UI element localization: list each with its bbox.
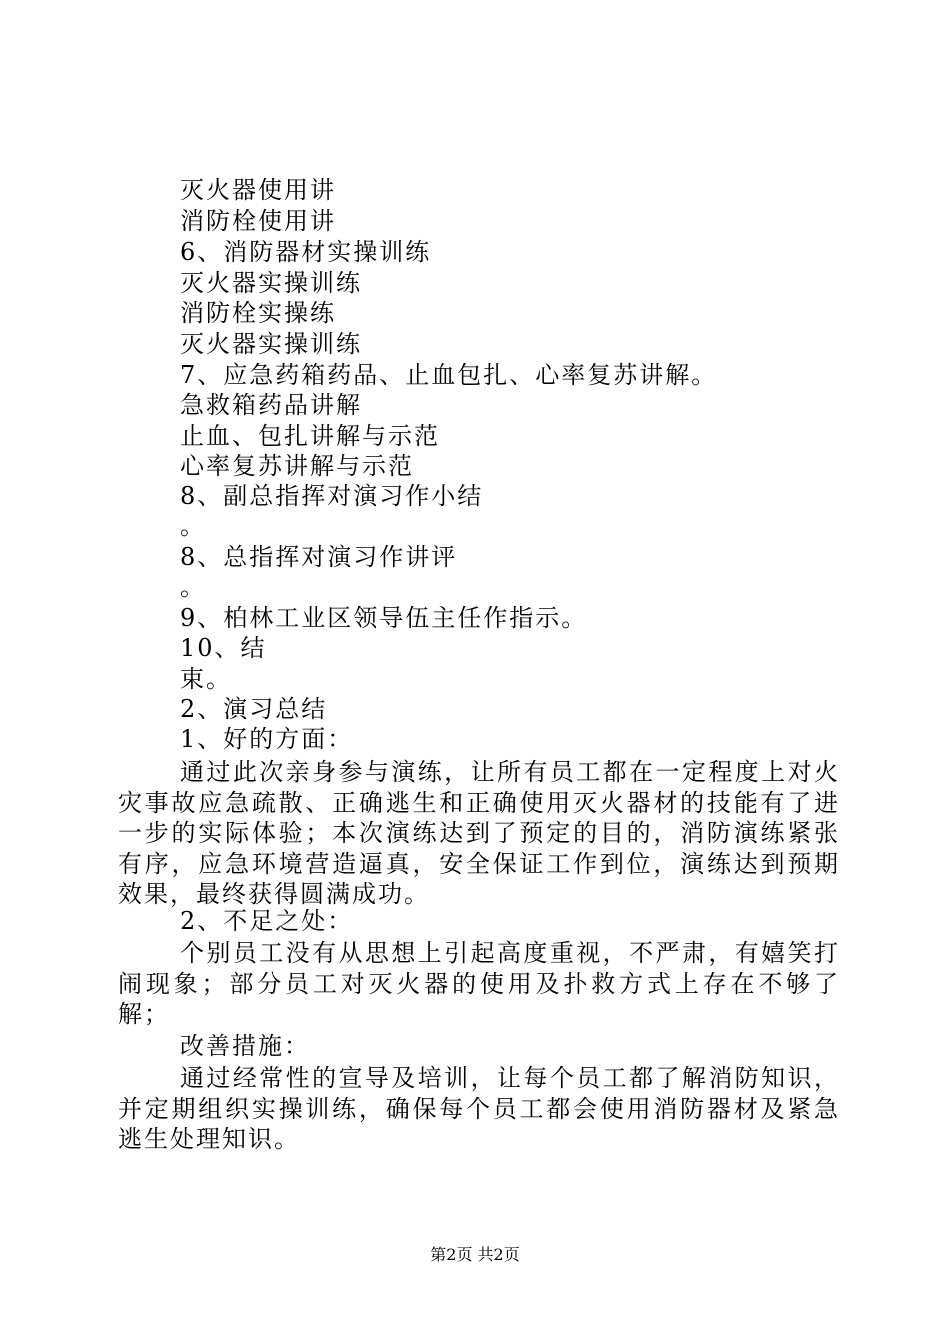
text-line: 8、总指挥对演习作讲评 — [180, 543, 458, 571]
text-line: 。 — [180, 512, 206, 540]
shortcomings-paragraph: 个别员工没有从思想上引起高度重视，不严肃，有嬉笑打闹现象；部分员工对灭火器的使用及扑救方式上存在不够了解； — [118, 939, 840, 1028]
text-line: 10、结 — [180, 634, 267, 662]
subsection-heading: 2、不足之处： — [180, 907, 354, 935]
text-line: 灭火器实操训练 — [180, 269, 362, 297]
text-line: 束。 — [180, 665, 232, 693]
text-line: 6、消防器材实操训练 — [180, 238, 432, 266]
text-line: 心率复苏讲解与示范 — [180, 452, 414, 480]
good-aspects-paragraph: 通过此次亲身参与演练，让所有员工都在一定程度上对火灾事故应急疏散、正确逃生和正确使用灭火器材的技能有了进一步的实际体验；本次演练达到了预定的目的，消防演练紧张有序，应急环境营造逼真，安全保证工作到位，演练达到预期效果，最终获得圆满成功。 — [118, 758, 840, 908]
text-line: 灭火器使用讲 — [180, 176, 336, 204]
section-heading: 2、演习总结 — [180, 695, 328, 723]
text-line: 7、应急药箱药品、止血包扎、心率复苏讲解。 — [180, 361, 718, 389]
text-line: 消防栓实操练 — [180, 299, 336, 327]
text-line: 。 — [180, 573, 206, 601]
text-line: 灭火器实操训练 — [180, 330, 362, 358]
text-line: 9、柏林工业区领导伍主任作指示。 — [180, 604, 588, 632]
subsection-heading: 1、好的方面： — [180, 725, 354, 753]
improvement-paragraph: 通过经常性的宣导及培训，让每个员工都了解消防知识，并定期组织实操训练，确保每个员工都会使用消防器材及紧急逃生处理知识。 — [118, 1064, 840, 1153]
subsection-heading: 改善措施： — [180, 1032, 310, 1060]
text-line: 止血、包扎讲解与示范 — [180, 422, 440, 450]
text-line: 急救箱药品讲解 — [180, 391, 362, 419]
text-line: 消防栓使用讲 — [180, 207, 336, 235]
page-number-footer: 第2页 共2页 — [430, 1245, 520, 1264]
text-line: 8、副总指挥对演习作小结 — [180, 482, 484, 510]
